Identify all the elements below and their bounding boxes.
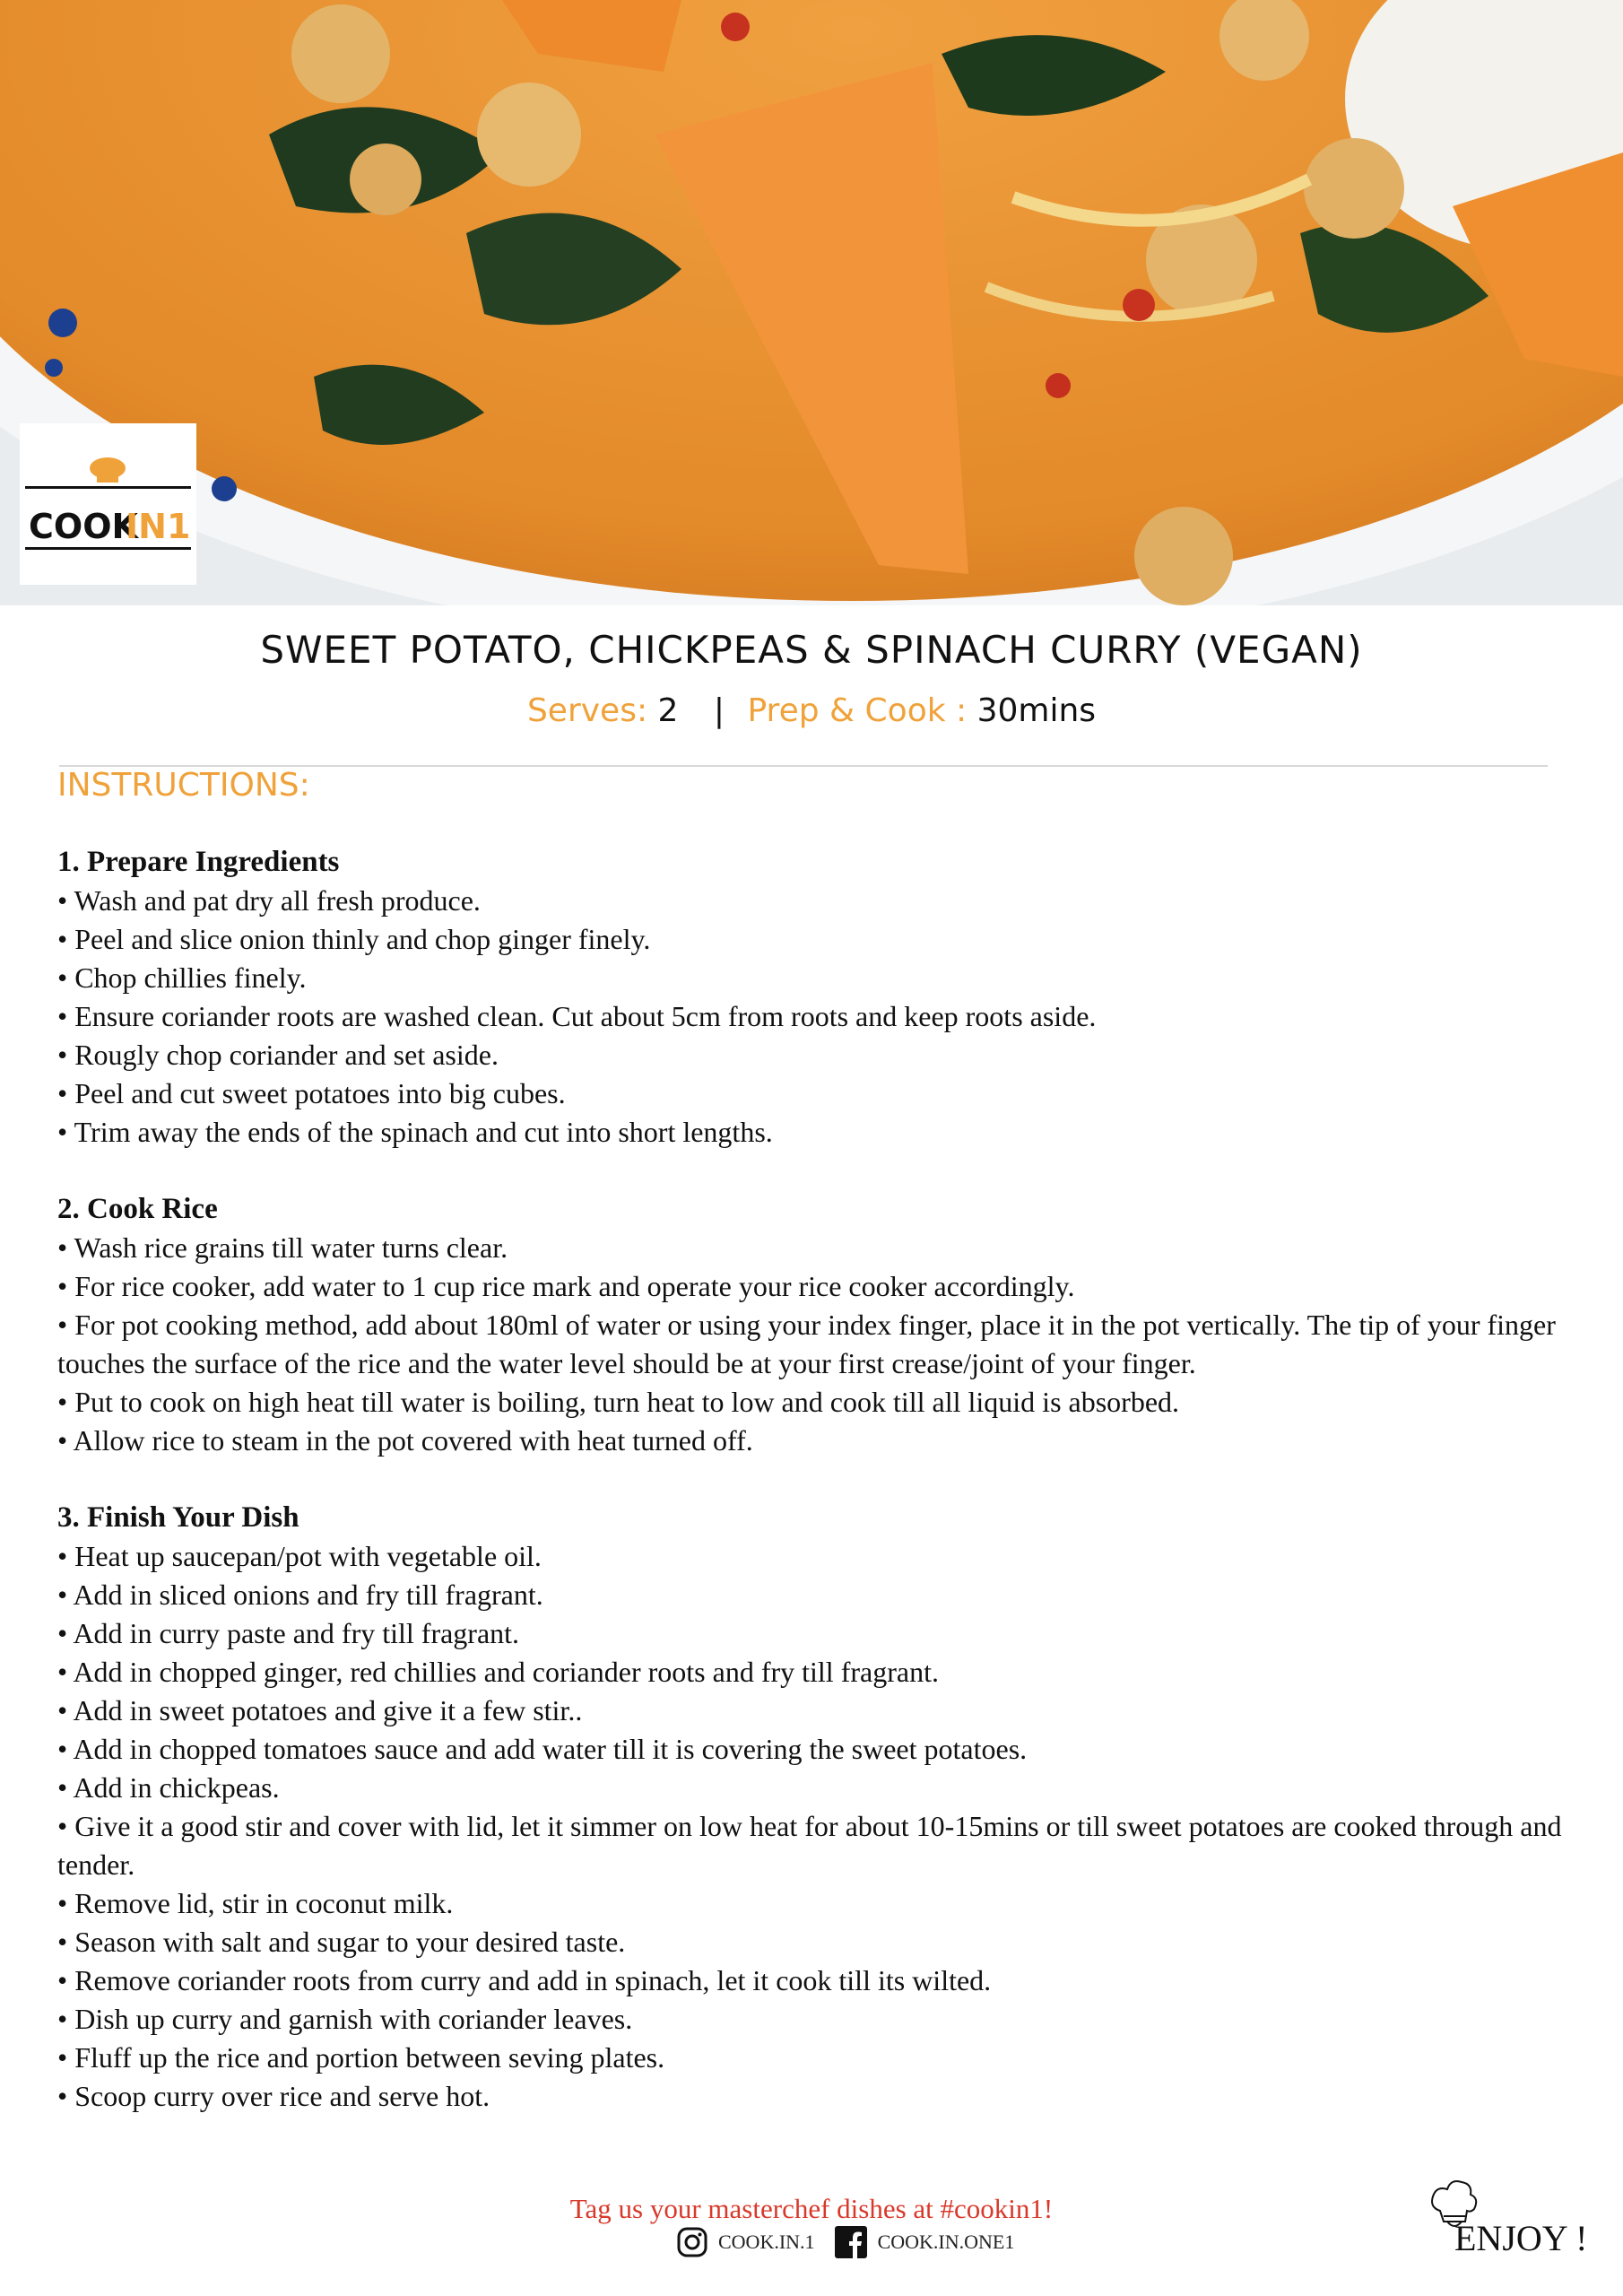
logo-text-accent: IN1 <box>126 507 191 546</box>
hero-food-photo <box>0 0 1623 605</box>
facebook-link[interactable] <box>835 2226 1015 2258</box>
meta-separator: | <box>713 692 725 729</box>
recipe-title: SWEET POTATO, CHICKPEAS & SPINACH CURRY (VEGAN) <box>260 628 1363 672</box>
logo-text-dark: COOK <box>29 507 138 546</box>
step-item: • Add in chickpeas. <box>57 1771 280 1804</box>
step-item: • Dish up curry and garnish with coriander leaves. <box>57 2003 633 2035</box>
instructions-heading: INSTRUCTIONS: <box>57 767 310 804</box>
recipe-meta <box>0 692 1623 729</box>
enjoy-text: ENJOY ! <box>1454 2218 1588 2258</box>
step-item: • Season with salt and sugar to your desired taste. <box>57 1926 626 1958</box>
section-cook-rice <box>57 1190 1564 1460</box>
serves-label: Serves: <box>526 692 648 729</box>
facebook-icon <box>835 2226 867 2258</box>
instagram-handle: COOK.IN.1 <box>718 2231 815 2253</box>
step-item: • Trim away the ends of the spinach and cut into short lengths. <box>57 1116 773 1148</box>
cookin1-logo <box>20 423 196 585</box>
step-item: • Give it a good stir and cover with lid, let it simmer on low heat for about 10-15mins or till sweet potatoes are cooked through and tender. <box>57 1810 1562 1881</box>
section-title: 1. Prepare Ingredients <box>57 846 340 878</box>
social-links <box>677 2226 1014 2258</box>
curry-illustration <box>0 0 1623 605</box>
serves-value: 2 <box>657 692 679 729</box>
step-item: • Remove lid, stir in coconut milk. <box>57 1887 454 1919</box>
step-item: • Put to cook on high heat till water is boiling, turn heat to low and cook till all liquid is absorbed. <box>57 1386 1180 1418</box>
section-title: 3. Finish Your Dish <box>57 1501 299 1534</box>
instagram-icon <box>677 2227 707 2257</box>
step-item: • Scoop curry over rice and serve hot. <box>57 2080 490 2112</box>
step-item: • Wash and pat dry all fresh produce. <box>57 884 481 917</box>
chef-hat-logo-icon <box>20 423 196 585</box>
prep-value: 30mins <box>976 692 1097 729</box>
prep-label: Prep & Cook : <box>747 692 968 729</box>
instructions <box>57 843 1564 2154</box>
section-finish-dish <box>57 1499 1564 2116</box>
step-item: • Add in chopped ginger, red chillies and coriander roots and fry till fragrant. <box>57 1656 939 1688</box>
instagram-link[interactable] <box>677 2227 815 2257</box>
step-item: • Add in curry paste and fry till fragrant. <box>57 1617 520 1649</box>
step-item: • Add in sliced onions and fry till fragrant. <box>57 1578 543 1611</box>
section-title: 2. Cook Rice <box>57 1193 218 1225</box>
footer-tagline: Tag us your masterchef dishes at #cookin1! <box>569 2193 1054 2224</box>
step-item: • Wash rice grains till water turns clear. <box>57 1231 508 1264</box>
step-item: • Chop chillies finely. <box>57 961 307 994</box>
step-item: • Remove coriander roots from curry and add in spinach, let it cook till its wilted. <box>57 1964 992 1996</box>
step-item: • Ensure coriander roots are washed clean. Cut about 5cm from roots and keep roots aside. <box>57 1000 1097 1032</box>
step-item: • Add in sweet potatoes and give it a few stir.. <box>57 1694 583 1726</box>
step-item: • Rougly chop coriander and set aside. <box>57 1039 499 1071</box>
facebook-handle: COOK.IN.ONE1 <box>877 2231 1015 2253</box>
section-prepare <box>57 843 1564 1152</box>
step-item: • Peel and cut sweet potatoes into big cubes. <box>57 1077 566 1109</box>
step-item: • For pot cooking method, add about 180ml of water or using your index finger, place it in the pot vertically. The tip of your finger touches the surface of the rice and the water level should be at your first crease/joint of your finger. <box>57 1309 1556 1379</box>
step-item: • Peel and slice onion thinly and chop ginger finely. <box>57 923 651 955</box>
step-item: • Add in chopped tomatoes sauce and add water till it is covering the sweet potatoes. <box>57 1733 1028 1765</box>
step-item: • Heat up saucepan/pot with vegetable oil. <box>57 1540 542 1572</box>
step-item: • For rice cooker, add water to 1 cup rice mark and operate your rice cooker accordingly. <box>57 1270 1075 1302</box>
step-item: • Fluff up the rice and portion between seving plates. <box>57 2041 665 2074</box>
step-item: • Allow rice to steam in the pot covered with heat turned off. <box>57 1424 753 1457</box>
